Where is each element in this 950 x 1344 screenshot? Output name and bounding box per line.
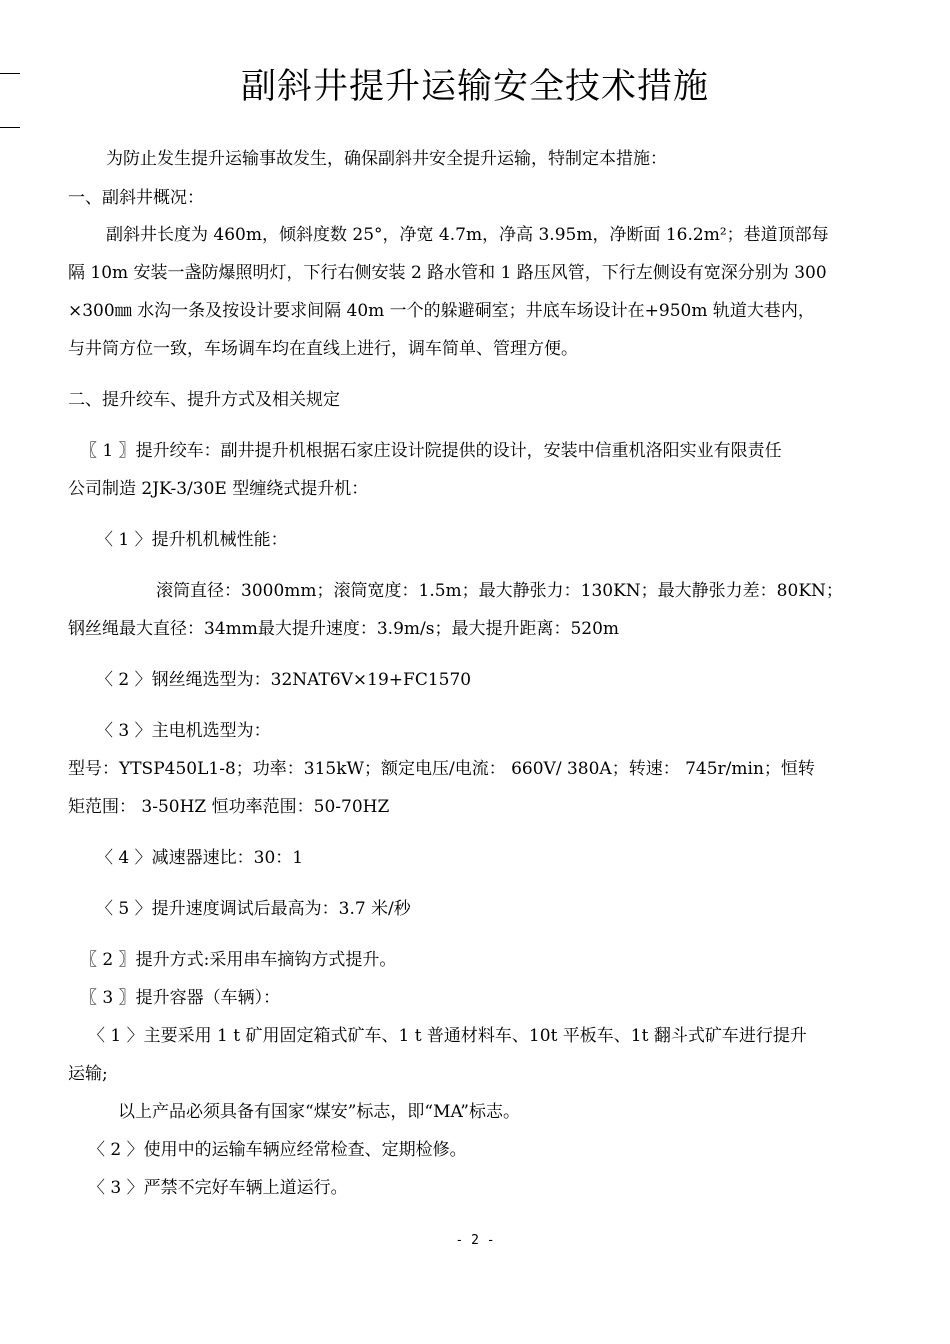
page-number: - 2 - [455,1233,495,1248]
item-1-hoist-winch: 〖 1 〗提升绞车：副井提升机根据石家庄设计院提供的设计，安装中信重机洛阳实业有限责任 [80,441,782,461]
intro-paragraph: 为防止发生提升运输事故发生，确保副斜井安全提升运输，特制定本措施： [106,149,667,169]
container-sub-1-cont: 运输; [68,1064,108,1084]
section-heading-hoist: 二、提升绞车、提升方式及相关规定 [68,390,340,410]
container-sub-3: 〈 3 〉严禁不完好车辆上道运行。 [88,1178,348,1198]
sub-4-reducer-ratio: 〈 4 〉减速器速比：30：1 [96,848,304,868]
overview-line-3: ×300㎜ 水沟一条及按设计要求间隔 40m 一个的躲避硐室；井底车场设计在+950m 轨道大巷内， [68,301,815,321]
margin-mark-bottom [0,127,20,128]
mechanical-spec-line-1: 滚筒直径：3000mm；滚筒宽度：1.5m；最大静张力：130KN；最大静张力差：80KN； [156,581,843,601]
item-1-hoist-winch-cont: 公司制造 2JK-3/30E 型缠绕式提升机： [68,479,369,499]
item-3-hoisting-container: 〖 3 〗提升容器（车辆）： [80,988,281,1008]
section-heading-overview: 一、副斜井概况： [68,188,204,208]
motor-spec-line-2: 矩范围： 3-50HZ 恒功率范围：50-70HZ [68,797,390,817]
sub-2-wire-rope: 〈 2 〉钢丝绳选型为：32NAT6V×19+FC1570 [96,670,472,690]
overview-line-2: 隔 10m 安装一盏防爆照明灯，下行右侧安装 2 路水管和 1 路压风管，下行左侧设有宽深分别为 300 [68,263,827,283]
container-sub-1: 〈 1 〉主要采用 1 t 矿用固定箱式矿车、1 t 普通材料车、10t 平板车、1t 翻斗式矿车进行提升 [88,1026,807,1046]
sub-3-main-motor: 〈 3 〉主电机选型为： [96,721,271,741]
overview-line-4: 与井筒方位一致，车场调车均在直线上进行，调车简单、管理方便。 [68,339,578,359]
sub-5-max-speed: 〈 5 〉提升速度调试后最高为：3.7 米/秒 [96,899,411,919]
certification-note: 以上产品必须具备有国家“煤安”标志，即“MA”标志。 [118,1102,520,1122]
overview-line-1: 副斜井长度为 460m，倾斜度数 25°，净宽 4.7m，净高 3.95m，净断面 16.2m²；巷道顶部每 [106,225,829,245]
motor-spec-line-1: 型号：YTSP450L1-8；功率：315kW；额定电压/电流： 660V/ 380A；转速： 745r/min；恒转 [68,759,815,779]
item-2-hoisting-method: 〖 2 〗提升方式:采用串车摘钩方式提升。 [80,950,397,970]
mechanical-spec-line-2: 钢丝绳最大直径：34mm最大提升速度：3.9m/s；最大提升距离：520m [68,619,620,639]
sub-1-mechanical-performance: 〈 1 〉提升机机械性能： [96,530,288,550]
container-sub-2: 〈 2 〉使用中的运输车辆应经常检查、定期检修。 [88,1140,467,1160]
document-title: 副斜井提升运输安全技术措施 [240,67,709,107]
